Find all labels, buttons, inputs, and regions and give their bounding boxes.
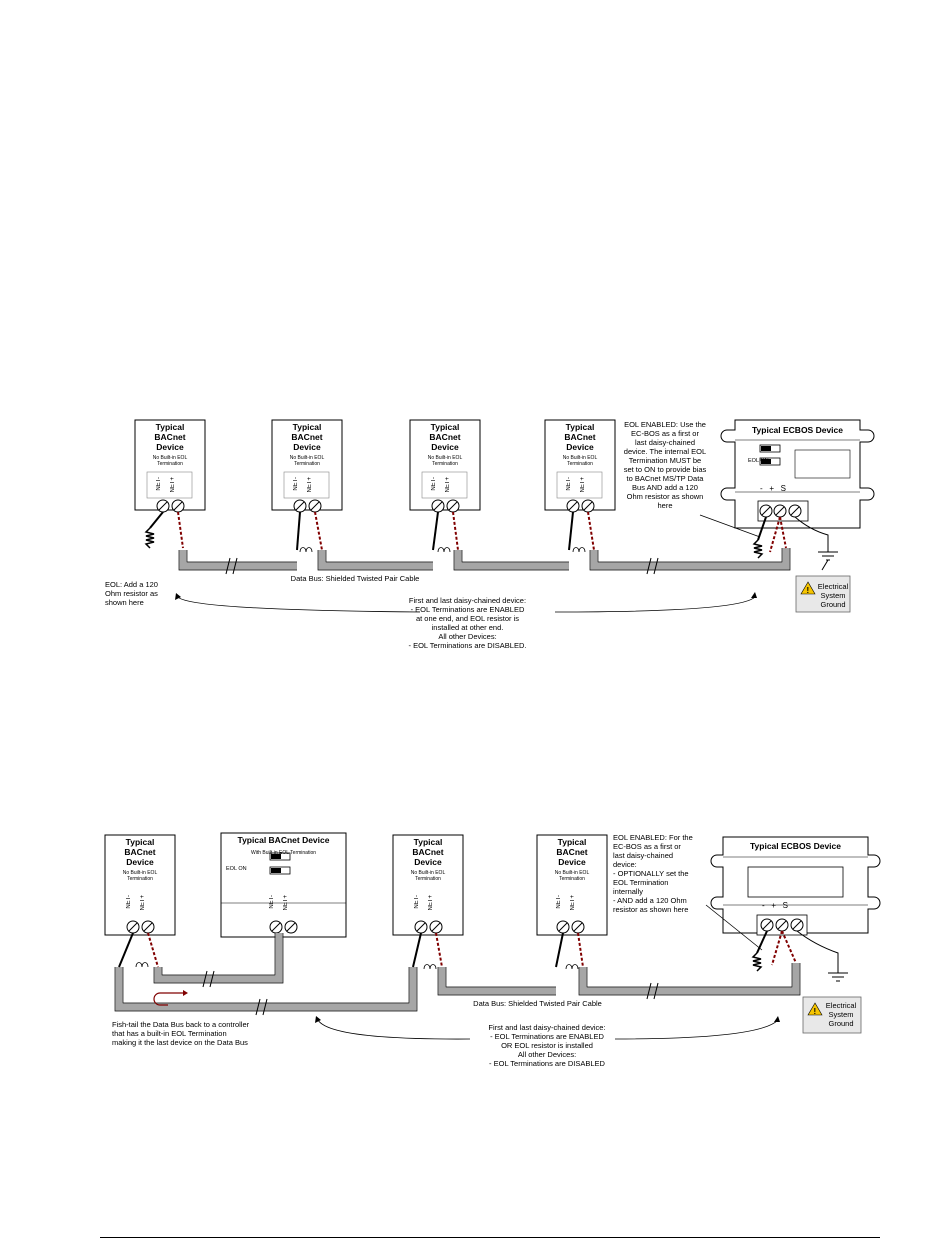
ecbos-terminal-labels: - + S (762, 901, 789, 910)
center-note: First and last daisy-chained device: - EOL Terminations are ENABLED at one end, and EOL resistor is installed at other end. All other Devices: - EOL Terminations are DISABLED. (408, 596, 527, 650)
data-bus-cable (119, 933, 796, 1007)
svg-text:!: ! (806, 586, 810, 595)
eol-on-label: EOL ON (226, 866, 247, 872)
ground-label: Electrical System Ground (825, 1001, 857, 1028)
net-plus-label: NET+ (170, 477, 176, 493)
net-minus-label: NET- (566, 477, 572, 491)
net-plus-label: NET+ (428, 895, 434, 911)
device-subtitle: No Built-in EOL Termination (152, 455, 188, 467)
device-box (221, 833, 346, 937)
eol-resistor-note: EOL: Add a 120 Ohm resistor as shown here (105, 580, 158, 607)
eol-resistor (146, 528, 154, 548)
device-title: Typical BACnet Device (237, 835, 330, 845)
eol-enabled-note: EOL ENABLED: For the EC-BOS as a first or last daisy-chained device: - OPTIONALLY set the EOL Termination internally - AND add a 120 Ohm resistor as shown here (613, 833, 693, 914)
device-title: Typical BACnet Device (124, 837, 156, 867)
device-subtitle: No Built-in EOL Termination (410, 870, 446, 882)
net-minus-label: NET- (556, 895, 562, 909)
wiring-diagram-2 (0, 815, 950, 1085)
net-minus-label: NET- (293, 477, 299, 491)
net-minus-label: NET- (431, 477, 437, 491)
data-bus-cable (183, 548, 786, 566)
net-minus-label: NET- (269, 895, 275, 909)
net-plus-label: NET+ (283, 895, 289, 911)
net-plus-label: NET+ (307, 477, 313, 493)
device-subtitle: No Built-in EOL Termination (427, 455, 463, 467)
footer-rule (100, 1237, 880, 1238)
data-bus-label: Data Bus: Shielded Twisted Pair Cable (473, 999, 602, 1008)
net-minus-label: NET- (126, 895, 132, 909)
wiring-diagram-1 (0, 400, 950, 660)
device-title: Typical BACnet Device (429, 422, 461, 452)
device-title: Typical BACnet Device (291, 422, 323, 452)
ecbos-title: Typical ECBOS Device (749, 841, 842, 851)
device-subtitle: No Built-in EOL Termination (554, 870, 590, 882)
data-bus-label: Data Bus: Shielded Twisted Pair Cable (290, 574, 420, 583)
device-title: Typical BACnet Device (154, 422, 186, 452)
device-title: Typical BACnet Device (556, 837, 588, 867)
eol-resistor (754, 540, 762, 558)
net-minus-label: NET- (414, 895, 420, 909)
eol-resistor (753, 953, 761, 971)
net-plus-label: NET+ (580, 477, 586, 493)
device-subtitle: No Built-in EOL Termination (289, 455, 325, 467)
device-subtitle: With Built-in EOL Termination (250, 850, 317, 856)
net-plus-label: NET+ (570, 895, 576, 911)
eol-on-label: EOL ON (748, 458, 769, 464)
ecbos-terminal-labels: - + S (760, 484, 787, 493)
svg-text:!: ! (813, 1007, 817, 1016)
device-subtitle: No Built-in EOL Termination (562, 455, 598, 467)
fishtail-note: Fish-tail the Data Bus back to a controller that has a built-in EOL Termination making it the last device on the Data Bus (112, 1020, 250, 1047)
net-plus-label: NET+ (140, 895, 146, 911)
device-subtitle: No Built-in EOL Termination (122, 870, 158, 882)
net-plus-label: NET+ (445, 477, 451, 493)
device-title: Typical BACnet Device (564, 422, 596, 452)
ground-label: Electrical System Ground (817, 582, 849, 609)
ecbos-title: Typical ECBOS Device (751, 425, 844, 435)
eol-enabled-note: EOL ENABLED: Use the EC-BOS as a first or last daisy-chained device. The internal EOL Termination MUST be set to ON to provide bias to BACnet MS/TP Data Bus AND add a 120 Ohm resistor as shown here (623, 420, 707, 510)
ground-symbol (797, 931, 848, 981)
device-title: Typical BACnet Device (412, 837, 444, 867)
center-note: First and last daisy-chained device: - EOL Terminations are ENABLED OR EOL resistor is installed All other Devices: - EOL Terminations are DISABLED (488, 1023, 606, 1068)
net-minus-label: NET- (156, 477, 162, 491)
